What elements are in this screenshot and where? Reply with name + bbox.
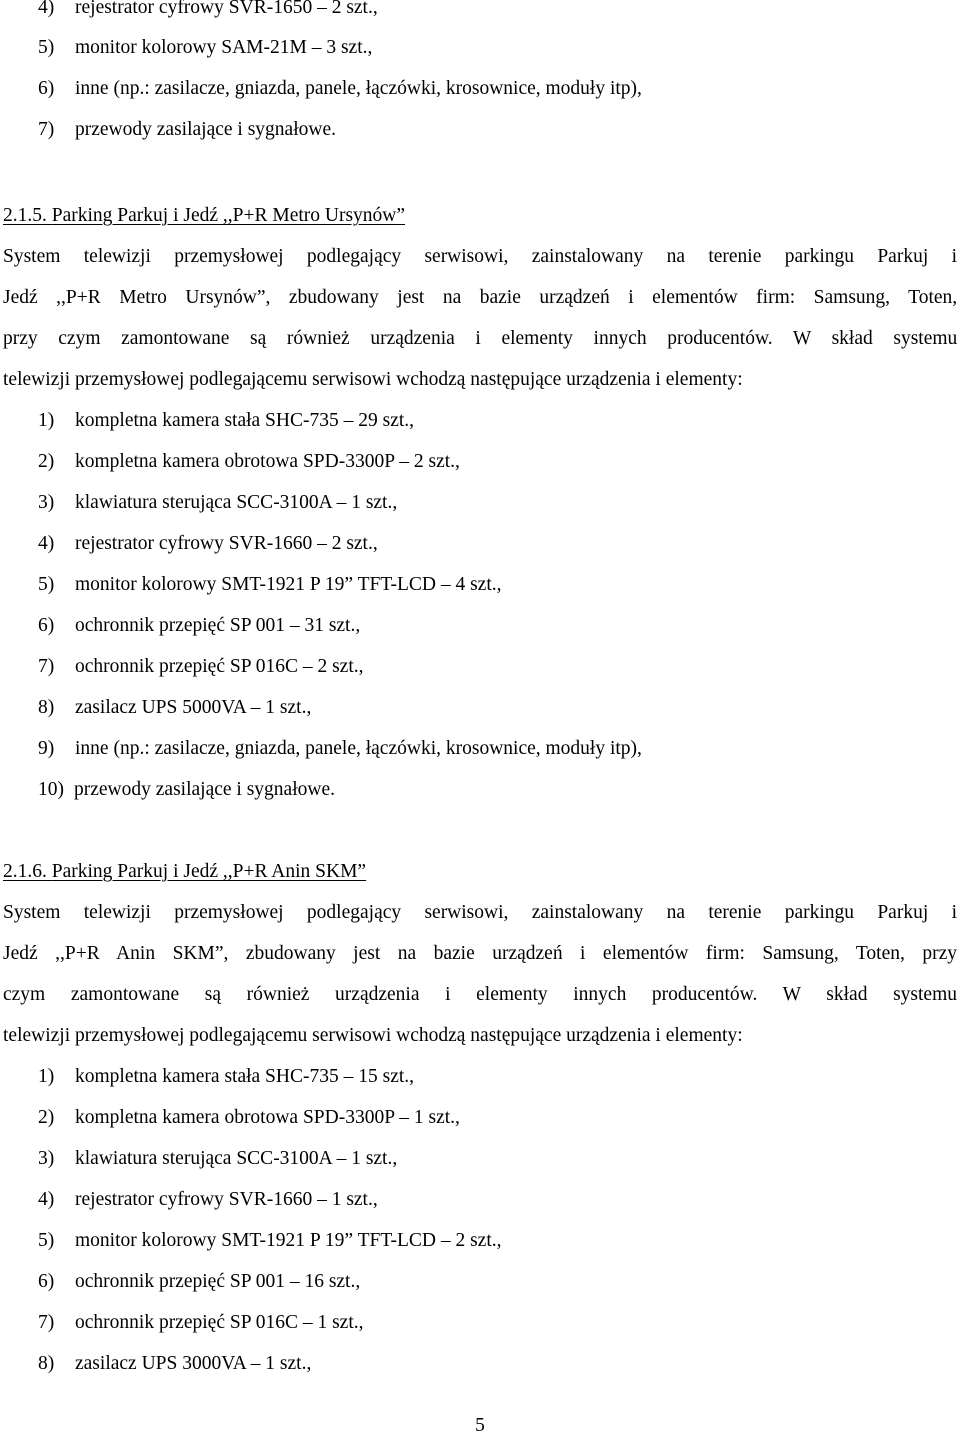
- list-item: [38, 0, 378, 20]
- list-item-text: przewody zasilające i sygnałowe.: [74, 779, 335, 800]
- paragraph-line: telewizji przemysłowej podlegającemu serwisowi wchodzą następujące urządzenia i elementy:: [3, 1025, 743, 1046]
- list-item-number: 1): [38, 410, 55, 431]
- page-number: 5: [475, 1415, 485, 1436]
- list-item-text: kompletna kamera stała SHC-735 – 15 szt.,: [75, 1066, 415, 1087]
- list-item-number: 3): [38, 1148, 55, 1169]
- section-title: Parking Parkuj i Jedź ,,P+R Anin SKM”: [51, 861, 367, 882]
- list-item-number: 8): [38, 697, 55, 718]
- list-item: [38, 36, 372, 60]
- list-item-text: przewody zasilające i sygnałowe.: [75, 119, 336, 140]
- list-item: [38, 655, 363, 679]
- list-item-number: 8): [38, 1353, 55, 1374]
- list-item-text: inne (np.: zasilacze, gniazda, panele, łączówki, krosownice, moduły itp),: [75, 78, 642, 99]
- list-item: [38, 696, 311, 720]
- list-item-number: 5): [38, 574, 55, 595]
- list-item: [38, 409, 414, 433]
- list-item-text: monitor kolorowy SMT-1921 P 19” TFT-LCD – 2 szt.,: [75, 1230, 502, 1251]
- section-heading: [3, 860, 366, 884]
- list-item-number: 10): [38, 779, 64, 800]
- list-item-text: klawiatura sterująca SCC-3100A – 1 szt.,: [75, 1148, 398, 1169]
- list-item-number: 4): [38, 0, 55, 18]
- list-item-number: 7): [38, 656, 55, 677]
- list-item: [38, 118, 336, 142]
- list-item-number: 4): [38, 1189, 55, 1210]
- list-item-number: 9): [38, 738, 55, 759]
- list-item: [38, 450, 460, 474]
- list-item-text: ochronnik przepięć SP 016C – 1 szt.,: [75, 1312, 364, 1333]
- list-item-number: 5): [38, 1230, 55, 1251]
- paragraph-line: przy czym zamontowane są również urządzenia i elementy innych producentów. W skład systemu: [3, 328, 958, 349]
- paragraph-line: Jedź ,,P+R Anin SKM”, zbudowany jest na bazie urządzeń i elementów firm: Samsung, Toten, przy: [3, 943, 957, 964]
- list-item-text: monitor kolorowy SMT-1921 P 19” TFT-LCD – 4 szt.,: [75, 574, 502, 595]
- section-number: 2.1.5.: [3, 205, 47, 226]
- list-item-text: ochronnik przepięć SP 016C – 2 szt.,: [75, 656, 364, 677]
- list-item-number: 7): [38, 119, 55, 140]
- list-item-text: zasilacz UPS 3000VA – 1 szt.,: [75, 1353, 312, 1374]
- list-item: [38, 737, 642, 761]
- list-item: [38, 532, 378, 556]
- section-heading: [3, 204, 405, 228]
- list-item-number: 6): [38, 1271, 55, 1292]
- list-item-text: monitor kolorowy SAM-21M – 3 szt.,: [75, 37, 373, 58]
- list-item: [38, 1065, 414, 1089]
- list-item-text: rejestrator cyfrowy SVR-1660 – 2 szt.,: [75, 533, 378, 554]
- list-item-number: 6): [38, 615, 55, 636]
- list-item: [38, 491, 397, 515]
- list-item-number: 7): [38, 1312, 55, 1333]
- section-title: Parking Parkuj i Jedź ,,P+R Metro Ursynów”: [51, 205, 406, 226]
- paragraph-line: telewizji przemysłowej podlegającemu serwisowi wchodzą następujące urządzenia i elementy:: [3, 369, 743, 390]
- list-item-text: inne (np.: zasilacze, gniazda, panele, łączówki, krosownice, moduły itp),: [75, 738, 642, 759]
- list-item-number: 2): [38, 1107, 55, 1128]
- section-number: 2.1.6.: [3, 861, 47, 882]
- list-item-text: rejestrator cyfrowy SVR-1660 – 1 szt.,: [75, 1189, 378, 1210]
- list-item-text: zasilacz UPS 5000VA – 1 szt.,: [75, 697, 312, 718]
- list-item: [38, 614, 360, 638]
- list-item-number: 3): [38, 492, 55, 513]
- list-item-text: kompletna kamera obrotowa SPD-3300P – 2 szt.,: [75, 451, 460, 472]
- list-item: [38, 77, 642, 101]
- list-item: [38, 1270, 360, 1294]
- list-item-text: kompletna kamera obrotowa SPD-3300P – 1 szt.,: [75, 1107, 460, 1128]
- list-item-text: kompletna kamera stała SHC-735 – 29 szt.,: [75, 410, 415, 431]
- list-item-text: klawiatura sterująca SCC-3100A – 1 szt.,: [75, 492, 398, 513]
- list-item-text: ochronnik przepięć SP 001 – 16 szt.,: [75, 1271, 361, 1292]
- paragraph-line: System telewizji przemysłowej podlegający serwisowi, zainstalowany na terenie parkingu Parkuj i: [3, 246, 957, 267]
- paragraph-line: Jedź ,,P+R Metro Ursynów”, zbudowany jest na bazie urządzeń i elementów firm: Samsung, Toten,: [3, 287, 958, 308]
- list-item-text: ochronnik przepięć SP 001 – 31 szt.,: [75, 615, 361, 636]
- list-item: [38, 1229, 502, 1253]
- list-item: [38, 1352, 311, 1376]
- list-item-number: 5): [38, 37, 55, 58]
- list-item-number: 6): [38, 78, 55, 99]
- list-item: [38, 1311, 363, 1335]
- list-item-number: 1): [38, 1066, 55, 1087]
- list-item: [38, 1106, 460, 1130]
- list-item: [38, 1188, 378, 1212]
- paragraph-line: System telewizji przemysłowej podlegający serwisowi, zainstalowany na terenie parkingu Parkuj i: [3, 902, 957, 923]
- list-item-number: 2): [38, 451, 55, 472]
- paragraph-line: czym zamontowane są również urządzenia i elementy innych producentów. W skład systemu: [3, 984, 957, 1005]
- list-item-number: 4): [38, 533, 55, 554]
- list-item-text: rejestrator cyfrowy SVR-1650 – 2 szt.,: [75, 0, 378, 18]
- list-item: [38, 573, 502, 597]
- list-item: [38, 778, 335, 802]
- list-item: [38, 1147, 397, 1171]
